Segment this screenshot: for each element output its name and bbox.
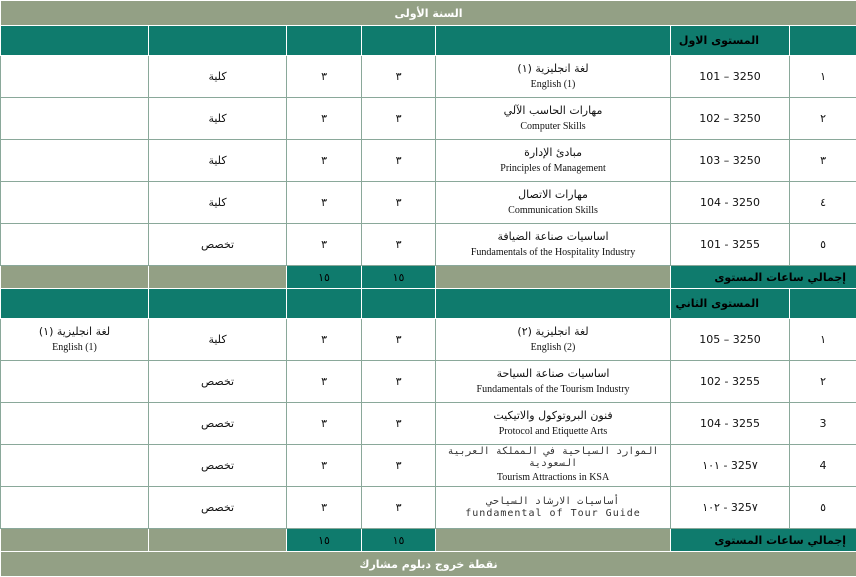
- contact-hours: ٣: [287, 98, 362, 140]
- course-name: [436, 56, 671, 98]
- table-row: [1, 445, 856, 487]
- course-name-en: Fundamentals of the Tourism Industry: [436, 382, 670, 398]
- credit-hours: ٣: [362, 224, 436, 266]
- total-label: إجمالي ساعات المستوى: [671, 266, 856, 289]
- prerequisite: [1, 361, 149, 403]
- total-credit-hours: ١٥: [362, 529, 436, 552]
- contact-hours: ٣: [287, 319, 362, 361]
- table-row: [1, 56, 856, 98]
- credit-hours: ٣: [362, 182, 436, 224]
- course-type: تخصص: [149, 361, 287, 403]
- course-code: 3250 - 104: [671, 182, 790, 224]
- course-name-ar: أساسيات الارشاد السياحي: [436, 496, 670, 508]
- header-cell: [1, 289, 149, 319]
- course-name: [436, 403, 671, 445]
- course-name: [436, 140, 671, 182]
- row-index: ٤: [790, 182, 856, 224]
- contact-hours: ٣: [287, 487, 362, 529]
- course-code: 3255 - 104: [671, 403, 790, 445]
- course-name-en: Fundamentals of the Hospitality Industry: [436, 245, 670, 261]
- course-code: 3255 - 101: [671, 224, 790, 266]
- contact-hours: ٣: [287, 361, 362, 403]
- header-cell: [1, 26, 149, 56]
- table-row: [1, 403, 856, 445]
- contact-hours: ٣: [287, 182, 362, 224]
- credit-hours: ٣: [362, 56, 436, 98]
- prerequisite: [1, 140, 149, 182]
- level-total-row: [1, 266, 856, 289]
- table-row: [1, 98, 856, 140]
- course-code: 3250 – 102: [671, 98, 790, 140]
- course-code: 325٧ - ١٠٢: [671, 487, 790, 529]
- course-name-en: Computer Skills: [436, 119, 670, 135]
- contact-hours: ٣: [287, 56, 362, 98]
- course-name-ar: فنون البروتوكول والاتيكيت: [436, 408, 670, 424]
- header-cell: [287, 26, 362, 56]
- row-index: 4: [790, 445, 856, 487]
- table-row: [1, 182, 856, 224]
- exit-point-title: نقطة خروج دبلوم مشارك: [1, 552, 856, 577]
- contact-hours: ٣: [287, 224, 362, 266]
- prerequisite: [1, 319, 149, 361]
- course-code: 3250 – 105: [671, 319, 790, 361]
- credit-hours: ٣: [362, 361, 436, 403]
- course-name: [436, 361, 671, 403]
- total-cell: [1, 266, 149, 289]
- table-row: [1, 487, 856, 529]
- year-title: السنة الأولى: [1, 1, 856, 26]
- course-name-ar: الموارد السياحية في المملكة العربية السعودية: [436, 446, 670, 470]
- credit-hours: ٣: [362, 98, 436, 140]
- course-type: تخصص: [149, 403, 287, 445]
- course-type: تخصص: [149, 487, 287, 529]
- course-name-en: Communication Skills: [436, 203, 670, 219]
- course-name-ar: مهارات الاتصال: [436, 187, 670, 203]
- total-cell: [149, 266, 287, 289]
- prerequisite: [1, 445, 149, 487]
- level-name: المستوى الاول: [671, 26, 790, 56]
- course-name: [436, 98, 671, 140]
- course-name: [436, 445, 671, 487]
- course-name-ar: اساسيات صناعة السياحة: [436, 366, 670, 382]
- row-index: ٣: [790, 140, 856, 182]
- course-name-ar: مبادئ الإدارة: [436, 145, 670, 161]
- header-cell: [149, 289, 287, 319]
- header-cell: [790, 26, 856, 56]
- level-name: المستوى الثاني: [671, 289, 790, 319]
- total-label: إجمالي ساعات المستوى: [671, 529, 856, 552]
- prerequisite: [1, 403, 149, 445]
- credit-hours: ٣: [362, 445, 436, 487]
- course-name-en: English (1): [436, 77, 670, 93]
- header-cell: [362, 289, 436, 319]
- total-cell: [1, 529, 149, 552]
- course-name-ar: لغة انجليزية (٢): [436, 324, 670, 340]
- credit-hours: ٣: [362, 319, 436, 361]
- course-type: كلية: [149, 140, 287, 182]
- prerequisite-en: English (1): [1, 340, 148, 356]
- prerequisite: [1, 487, 149, 529]
- row-index: ٥: [790, 487, 856, 529]
- course-name-ar: مهارات الحاسب الآلي: [436, 103, 670, 119]
- prerequisite: [1, 182, 149, 224]
- level-total-row: [1, 529, 856, 552]
- prerequisite-ar: لغة انجليزية (١): [1, 324, 148, 340]
- row-index: ٢: [790, 361, 856, 403]
- header-cell: [287, 289, 362, 319]
- course-type: كلية: [149, 56, 287, 98]
- row-index: ١: [790, 56, 856, 98]
- total-cell: [149, 529, 287, 552]
- course-code: 3250 – 103: [671, 140, 790, 182]
- header-cell: [362, 26, 436, 56]
- course-name-ar: اساسيات صناعة الضيافة: [436, 229, 670, 245]
- prerequisite: [1, 56, 149, 98]
- course-code: 325٧ - ١٠١: [671, 445, 790, 487]
- course-name-en: Tourism Attractions in KSA: [436, 470, 670, 486]
- prerequisite: [1, 98, 149, 140]
- course-name: [436, 319, 671, 361]
- course-name: [436, 487, 671, 529]
- course-type: كلية: [149, 98, 287, 140]
- row-index: 3: [790, 403, 856, 445]
- course-code: 3255 - 102: [671, 361, 790, 403]
- course-type: كلية: [149, 319, 287, 361]
- header-cell: [436, 289, 671, 319]
- course-name: [436, 224, 671, 266]
- contact-hours: ٣: [287, 403, 362, 445]
- credit-hours: ٣: [362, 403, 436, 445]
- course-name-en: fundamental of Tour Guide: [436, 508, 670, 520]
- course-type: تخصص: [149, 445, 287, 487]
- row-index: ٥: [790, 224, 856, 266]
- header-cell: [790, 289, 856, 319]
- total-cell: [436, 266, 671, 289]
- credit-hours: ٣: [362, 140, 436, 182]
- contact-hours: ٣: [287, 445, 362, 487]
- table-row: [1, 140, 856, 182]
- course-name-ar: لغة انجليزية (١): [436, 61, 670, 77]
- course-name: [436, 182, 671, 224]
- table-row: [1, 319, 856, 361]
- course-name-en: Principles of Management: [436, 161, 670, 177]
- total-contact-hours: ١٥: [287, 529, 362, 552]
- header-cell: [436, 26, 671, 56]
- contact-hours: ٣: [287, 140, 362, 182]
- total-contact-hours: ١٥: [287, 266, 362, 289]
- table-row: [1, 361, 856, 403]
- prerequisite: [1, 224, 149, 266]
- total-credit-hours: ١٥: [362, 266, 436, 289]
- course-code: 3250 – 101: [671, 56, 790, 98]
- level-header: [1, 26, 856, 56]
- course-type: تخصص: [149, 224, 287, 266]
- credit-hours: ٣: [362, 487, 436, 529]
- course-name-en: English (2): [436, 340, 670, 356]
- row-index: ٢: [790, 98, 856, 140]
- level-header: [1, 289, 856, 319]
- row-index: ١: [790, 319, 856, 361]
- course-type: كلية: [149, 182, 287, 224]
- table-row: [1, 224, 856, 266]
- total-cell: [436, 529, 671, 552]
- header-cell: [149, 26, 287, 56]
- course-name-en: Protocol and Etiquette Arts: [436, 424, 670, 440]
